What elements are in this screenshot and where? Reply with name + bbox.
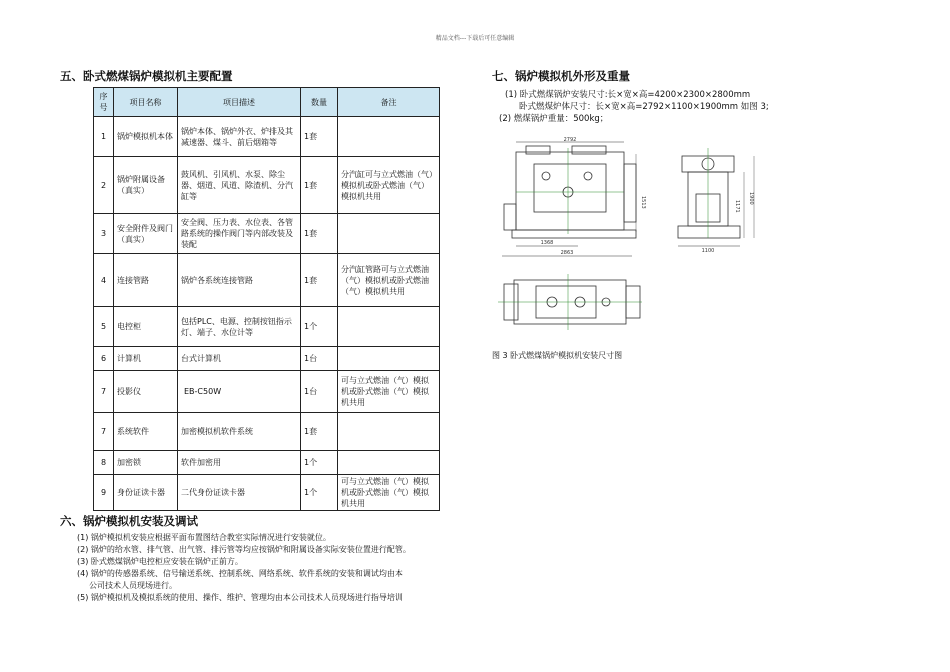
cell-no: 1: [94, 117, 114, 157]
section7-title: 七、锅炉模拟机外形及重量: [492, 69, 630, 83]
dim-height: 1513: [640, 196, 646, 209]
cell-qty: 1套: [301, 214, 338, 254]
table-row: [94, 117, 440, 157]
cell-no: 7: [94, 371, 114, 413]
cell-desc: 加密模拟机软件系统: [178, 413, 301, 451]
cell-note: [338, 451, 440, 475]
col-header-note: 备注: [338, 88, 440, 117]
cell-no: 9: [94, 475, 114, 511]
cell-qty: 1套: [301, 117, 338, 157]
cell-no: 6: [94, 347, 114, 371]
cell-desc: EB-C50W: [178, 371, 301, 413]
cell-name: 安全附件及阀门（真实）: [114, 214, 178, 254]
cell-name: 连接管路: [114, 254, 178, 307]
cell-no: 2: [94, 157, 114, 214]
dim-left: 1368: [540, 240, 554, 246]
section6-list: [77, 532, 411, 604]
cell-no: 7: [94, 413, 114, 451]
section7-spec: [499, 89, 769, 125]
side-elevation: [678, 148, 754, 254]
cell-desc: 安全阀、压力表、水位表、各管路系统的操作阀门等内部改装及装配: [178, 214, 301, 254]
col-header-qty: 数量: [301, 88, 338, 117]
list-item: (3) 卧式燃煤锅炉电控柜应安装在锅炉正前方。: [77, 557, 243, 566]
dim-side-h2: 1900: [748, 192, 754, 205]
cell-qty: 1套: [301, 413, 338, 451]
page-header: 精品文档---下载后可任意编辑: [435, 35, 515, 42]
section6-title: 六、锅炉模拟机安装及调试: [60, 514, 198, 528]
dim-bottom: 2863: [560, 250, 574, 256]
section5-title: 五、卧式燃煤锅炉模拟机主要配置: [60, 69, 233, 83]
cell-note: [338, 214, 440, 254]
cell-no: 3: [94, 214, 114, 254]
table-row: [94, 371, 440, 413]
spec-line: (2) 燃煤锅炉重量：500kg；: [499, 114, 609, 124]
figure-caption: 图 3 卧式燃煤锅炉模拟机安装尺寸图: [492, 351, 623, 360]
plan-view: [498, 274, 642, 330]
cell-qty: 1个: [301, 475, 338, 511]
cell-note: [338, 307, 440, 347]
cell-name: 锅炉模拟机本体: [114, 117, 178, 157]
cell-note: 分汽缸可与立式燃油（气）模拟机或卧式燃油（气）模拟机共用: [338, 157, 440, 214]
cell-qty: 1台: [301, 347, 338, 371]
cell-desc: 台式计算机: [178, 347, 301, 371]
cell-name: 加密锁: [114, 451, 178, 475]
table-row: [94, 157, 440, 214]
cell-qty: 1套: [301, 157, 338, 214]
table-row: [94, 347, 440, 371]
table-row: [94, 254, 440, 307]
cell-qty: 1个: [301, 307, 338, 347]
cell-desc: 锅炉各系统连接管路: [178, 254, 301, 307]
cell-note: [338, 413, 440, 451]
table-row: [94, 307, 440, 347]
table-row: [94, 413, 440, 451]
cell-qty: 1个: [301, 451, 338, 475]
cell-qty: 1台: [301, 371, 338, 413]
cell-desc: 锅炉本体、锅炉外衣、炉排及其减速器、煤斗、前后烟箱等: [178, 117, 301, 157]
table-header-row: [94, 88, 440, 117]
cell-note: [338, 117, 440, 157]
cell-name: 计算机: [114, 347, 178, 371]
cell-name: 系统软件: [114, 413, 178, 451]
cell-no: 4: [94, 254, 114, 307]
list-item: 公司技术人员现场进行。: [89, 581, 177, 590]
cell-note: [338, 347, 440, 371]
cell-desc: 二代身份证读卡器: [178, 475, 301, 511]
front-elevation: [502, 137, 646, 256]
list-item: (4) 锅炉的传感器系统、信号输送系统、控制系统、网络系统、软件系统的安装和调试均由本: [77, 569, 403, 578]
spec-line: (1) 卧式燃煤锅炉安装尺寸:长×宽×高=4200×2300×2800mm: [505, 90, 751, 100]
cell-name: 锅炉附属设备（真实）: [114, 157, 178, 214]
cell-desc: 包括PLC、电源、控制按钮指示灯、端子、水位计等: [178, 307, 301, 347]
table-row: [94, 475, 440, 511]
cell-name: 投影仪: [114, 371, 178, 413]
table-row: [94, 214, 440, 254]
list-item: (2) 锅炉的给水管、排气管、出气管、排污管等均应按锅炉和附属设备实际安装位置进行配管。: [77, 545, 411, 554]
list-item: (1) 锅炉模拟机安装应根据平面布置图结合教室实际情况进行安装就位。: [77, 533, 331, 542]
cell-qty: 1套: [301, 254, 338, 307]
boiler-drawing: [492, 134, 762, 344]
cell-name: 电控柜: [114, 307, 178, 347]
dim-top: 2792: [563, 137, 577, 143]
col-header-desc: 项目描述: [178, 88, 301, 117]
list-item: (5) 锅炉模拟机及模拟系统的使用、操作、维护、管理均由本公司技术人员现场进行指导培训: [77, 593, 403, 602]
col-header-name: 项目名称: [114, 88, 178, 117]
spec-line: 卧式燃煤炉体尺寸：长×宽×高=2792×1100×1900mm 如图 3;: [519, 102, 769, 112]
cell-name: 身份证读卡器: [114, 475, 178, 511]
col-header-no: 序号: [94, 88, 114, 117]
cell-note: 可与立式燃油（气）模拟机或卧式燃油（气）模拟机共用: [338, 475, 440, 511]
dim-side-h1: 1171: [734, 200, 740, 213]
cell-no: 8: [94, 451, 114, 475]
cell-note: 可与立式燃油（气）模拟机或卧式燃油（气）模拟机共用: [338, 371, 440, 413]
cell-desc: 鼓风机、引风机、水泵、除尘器、烟道、风道、除渣机、分汽缸等: [178, 157, 301, 214]
dim-side-w: 1100: [701, 248, 715, 254]
table-row: [94, 451, 440, 475]
config-table: [93, 87, 440, 511]
cell-note: 分汽缸管路可与立式燃油（气）模拟机或卧式燃油（气）模拟机共用: [338, 254, 440, 307]
cell-desc: 软件加密用: [178, 451, 301, 475]
cell-no: 5: [94, 307, 114, 347]
